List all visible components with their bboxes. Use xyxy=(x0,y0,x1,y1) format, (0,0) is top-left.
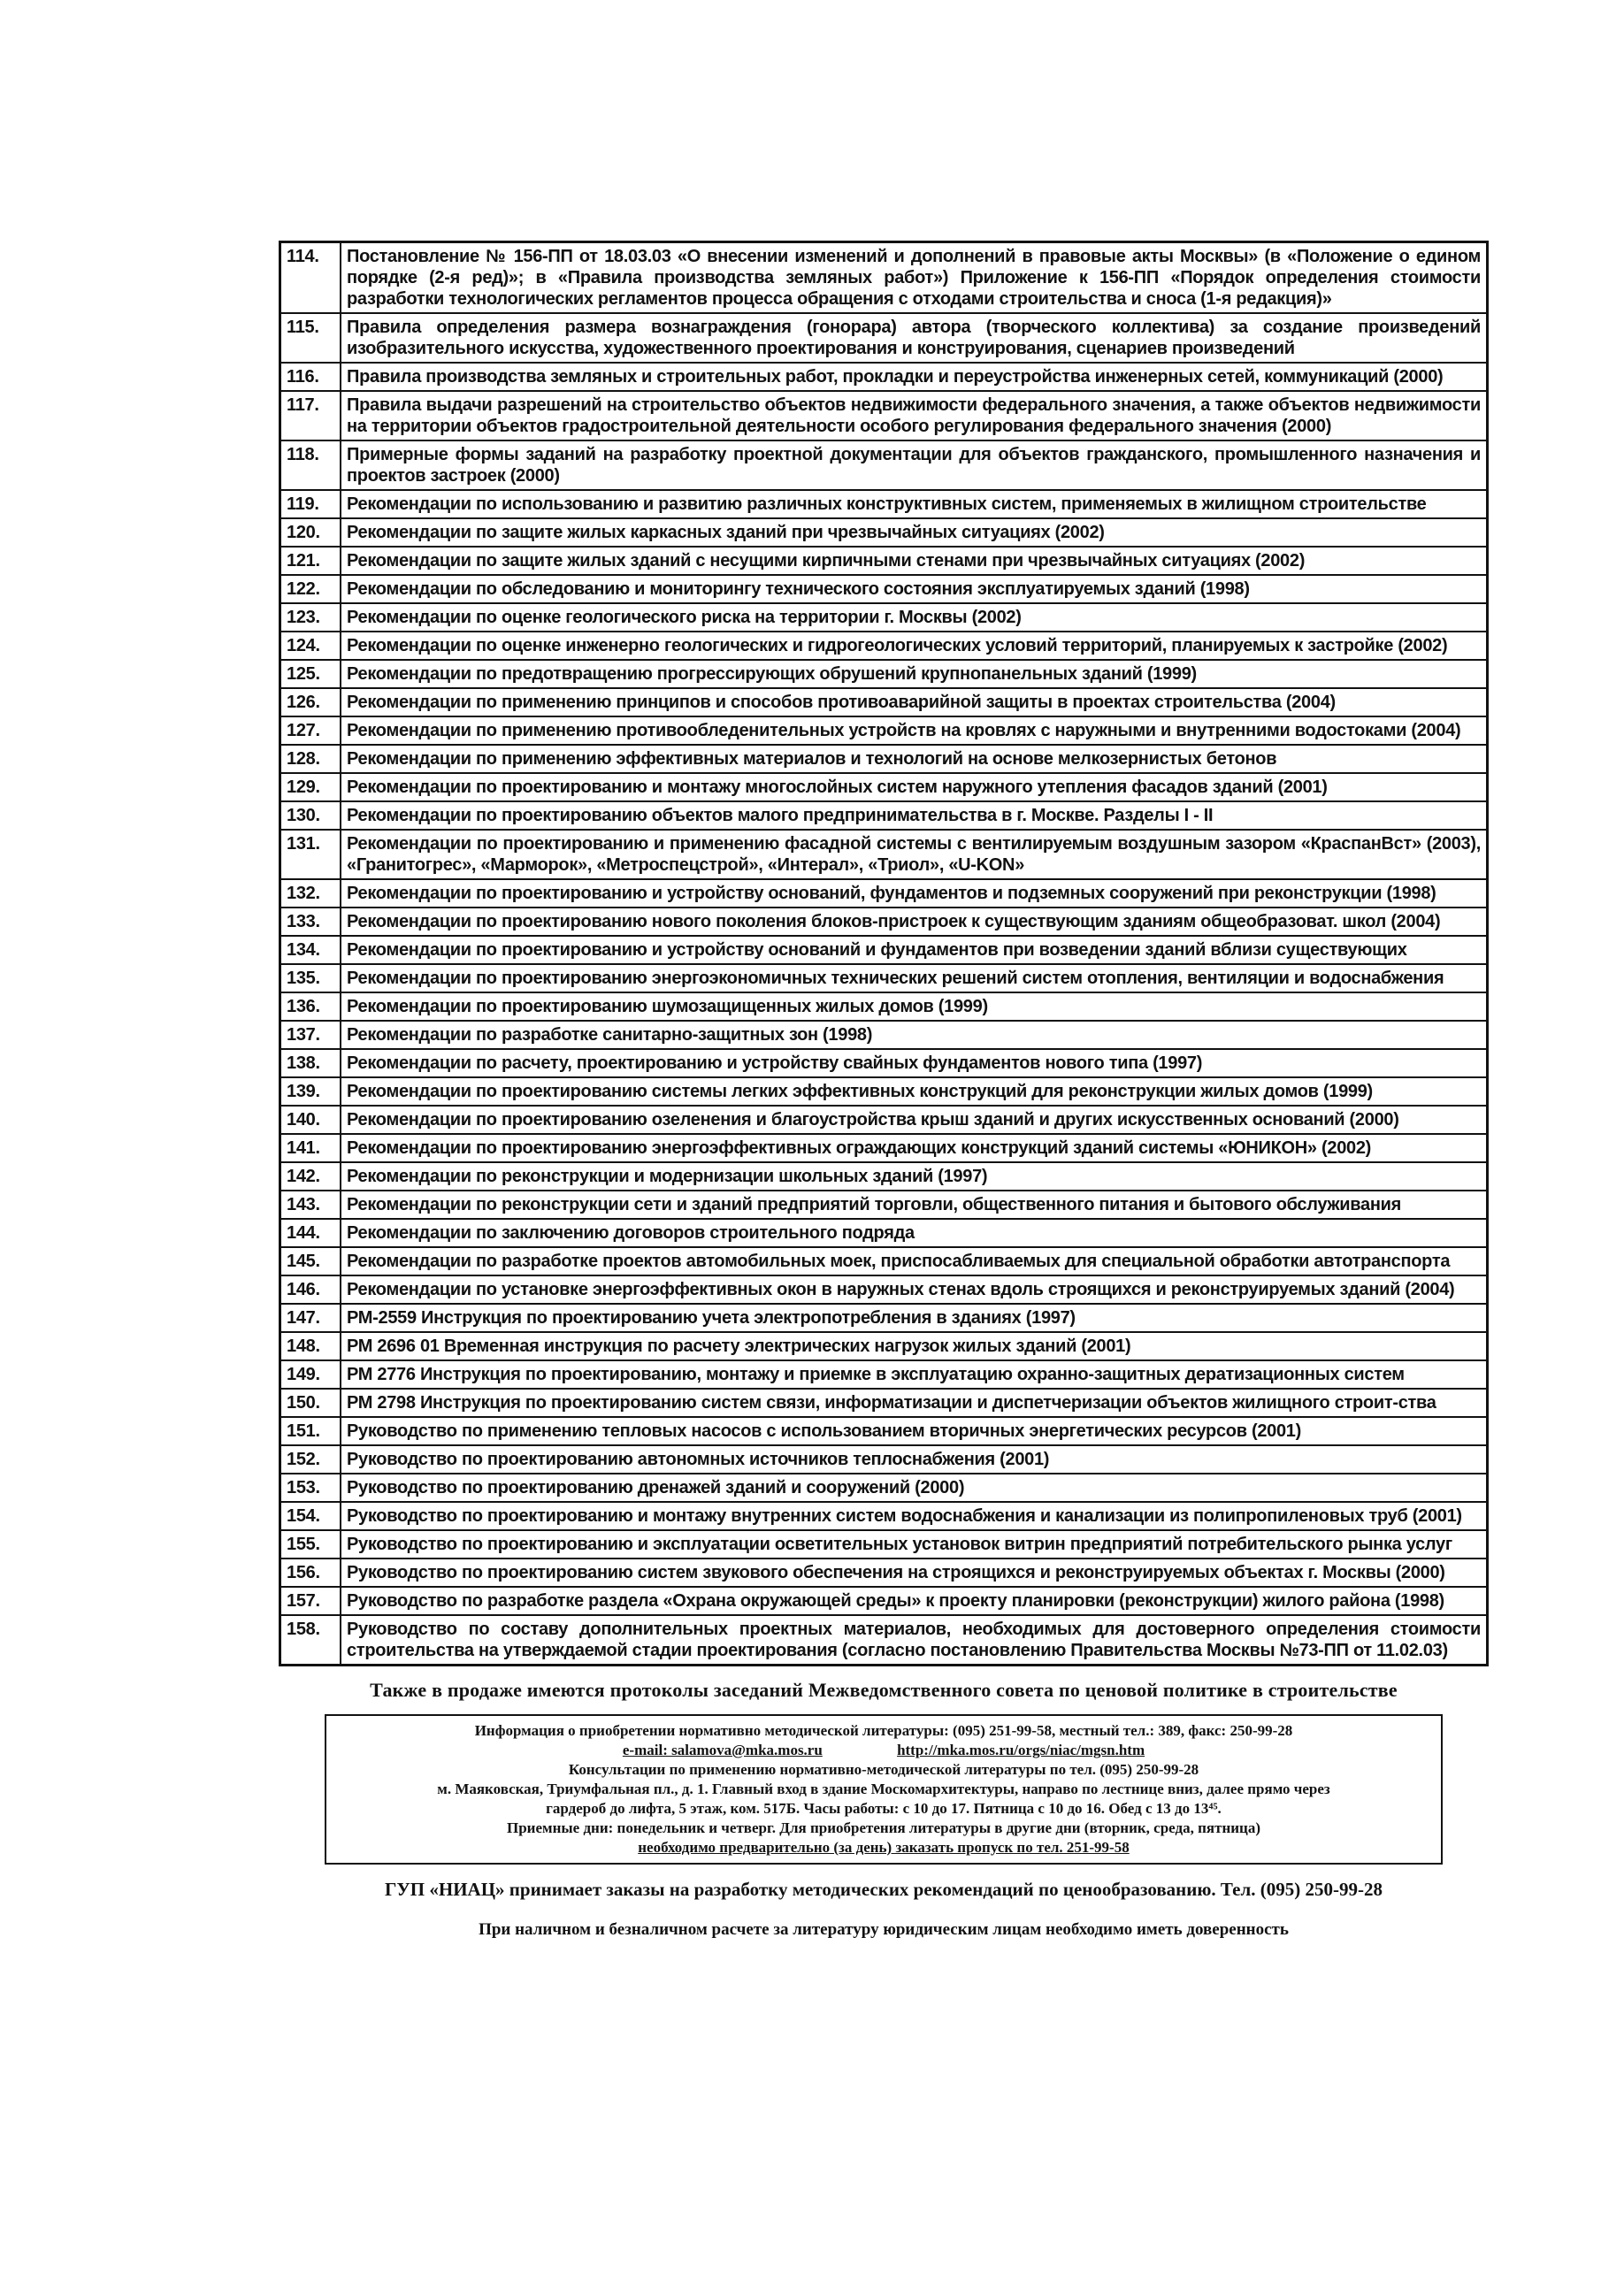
power-of-attorney-note: При наличном и безналичном расчете за литературу юридическим лицам необходимо иметь доверенность xyxy=(479,1920,1289,1939)
row-number: 127. xyxy=(280,716,341,745)
row-title: Руководство по проектированию дренажей зданий и сооружений (2000) xyxy=(341,1474,1488,1502)
website-link[interactable]: http://mka.mos.ru/orgs/niac/mgsn.htm xyxy=(897,1742,1145,1758)
table-row xyxy=(280,1530,1488,1559)
table-row xyxy=(280,1417,1488,1445)
table-row xyxy=(280,603,1488,632)
row-title: Рекомендации по проектированию и применению фасадной системы с вентилируемым воздушным зазором «КраспанВст» (2003), «Гранитогрес», «Марморок», «Метроспецстрой», «Интерал», «Триол», «U-KON» xyxy=(341,830,1488,879)
row-number: 157. xyxy=(280,1587,341,1615)
publications-table-body xyxy=(280,242,1488,1666)
row-title: Рекомендации по проектированию системы легких эффективных конструкций для реконструкции жилых домов (1999) xyxy=(341,1077,1488,1106)
row-title: Рекомендации по использованию и развитию различных конструктивных систем, применяемых в жилищном строительстве xyxy=(341,490,1488,518)
row-number: 147. xyxy=(280,1304,341,1332)
row-title: Руководство по применению тепловых насосов с использованием вторичных энергетических ресурсов (2001) xyxy=(341,1417,1488,1445)
table-row xyxy=(280,1332,1488,1360)
row-number: 125. xyxy=(280,660,341,688)
row-number: 132. xyxy=(280,879,341,908)
row-title: Рекомендации по проектированию и устройству оснований, фундаментов и подземных сооружений при реконструкции (1998) xyxy=(341,879,1488,908)
row-title: Рекомендации по оценке инженерно геологических и гидрогеологических условий территорий, планируемых к застройке (2002) xyxy=(341,632,1488,660)
row-title: Рекомендации по проектированию энергоэкономичных технических решений систем отопления, вентиляции и водоснабжения xyxy=(341,964,1488,992)
email-link[interactable]: e-mail: salamova@mka.mos.ru xyxy=(622,1742,823,1758)
info-phone-line: Информация о приобретении нормативно методической литературы: (095) 251-99-58, местный тел.: 389, факс: 250-99-28 xyxy=(474,1722,1293,1739)
row-number: 154. xyxy=(280,1502,341,1530)
row-title: РМ 2798 Инструкция по проектированию систем связи, информатизации и диспетчеризации объектов жилищного строит-ства xyxy=(341,1389,1488,1417)
table-row xyxy=(280,1134,1488,1162)
table-row xyxy=(280,1389,1488,1417)
table-row xyxy=(280,1191,1488,1219)
row-title: Правила выдачи разрешений на строительство объектов недвижимости федерального значения, а также объектов недвижимости на территории объектов градостроительной деятельности особого регулирования федерального значения (2000) xyxy=(341,391,1488,440)
row-title: Рекомендации по заключению договоров строительного подряда xyxy=(341,1219,1488,1247)
table-row xyxy=(280,688,1488,716)
row-number: 141. xyxy=(280,1134,341,1162)
table-row xyxy=(280,440,1488,490)
gup-orders-note: ГУП «НИАЦ» принимает заказы на разработку методических рекомендаций по ценообразованию. Тел. (095) 250-99-28 xyxy=(385,1879,1383,1900)
table-row xyxy=(280,716,1488,745)
table-row xyxy=(280,879,1488,908)
row-title: Рекомендации по проектированию объектов малого предпринимательства в г. Москве. Разделы I - II xyxy=(341,801,1488,830)
table-row xyxy=(280,1219,1488,1247)
row-title: Примерные формы заданий на разработку проектной документации для объектов гражданского, промышленного назначения и проектов застроек (2000) xyxy=(341,440,1488,490)
row-number: 115. xyxy=(280,313,341,363)
row-number: 129. xyxy=(280,773,341,801)
table-row xyxy=(280,908,1488,936)
row-number: 123. xyxy=(280,603,341,632)
row-title: Рекомендации по защите жилых каркасных зданий при чрезвычайных ситуациях (2002) xyxy=(341,518,1488,547)
table-row xyxy=(280,745,1488,773)
table-row xyxy=(280,1615,1488,1666)
row-title: Рекомендации по проектированию шумозащищенных жилых домов (1999) xyxy=(341,992,1488,1021)
row-number: 126. xyxy=(280,688,341,716)
row-title: Правила определения размера вознаграждения (гонорара) автора (творческого коллектива) за создание произведений изобразительного искусства, художественного проектирования и конструирования, сценариев произведений xyxy=(341,313,1488,363)
row-number: 139. xyxy=(280,1077,341,1106)
row-number: 148. xyxy=(280,1332,341,1360)
row-number: 116. xyxy=(280,363,341,391)
table-row xyxy=(280,1275,1488,1304)
table-row xyxy=(280,660,1488,688)
table-row xyxy=(280,773,1488,801)
row-number: 137. xyxy=(280,1021,341,1049)
row-title: Руководство по разработке раздела «Охрана окружающей среды» к проекту планировки (реконструкции) жилого района (1998) xyxy=(341,1587,1488,1615)
row-number: 128. xyxy=(280,745,341,773)
table-row xyxy=(280,632,1488,660)
row-number: 134. xyxy=(280,936,341,964)
row-number: 131. xyxy=(280,830,341,879)
table-row xyxy=(280,518,1488,547)
info-contacts-line xyxy=(335,1741,1432,1760)
table-row xyxy=(280,1162,1488,1191)
row-number: 146. xyxy=(280,1275,341,1304)
row-title: Рекомендации по защите жилых зданий с несущими кирпичными стенами при чрезвычайных ситуациях (2002) xyxy=(341,547,1488,575)
row-number: 142. xyxy=(280,1162,341,1191)
row-number: 114. xyxy=(280,242,341,314)
row-number: 124. xyxy=(280,632,341,660)
table-row xyxy=(280,1502,1488,1530)
table-row xyxy=(280,242,1488,314)
table-row xyxy=(280,391,1488,440)
row-number: 130. xyxy=(280,801,341,830)
row-title: Рекомендации по применению принципов и способов противоаварийной защиты в проектах строительства (2004) xyxy=(341,688,1488,716)
row-title: Рекомендации по применению противообледенительных устройств на кровлях с наружными и внутренними водостоками (2004) xyxy=(341,716,1488,745)
row-number: 138. xyxy=(280,1049,341,1077)
row-number: 117. xyxy=(280,391,341,440)
table-row xyxy=(280,1445,1488,1474)
row-number: 135. xyxy=(280,964,341,992)
row-number: 122. xyxy=(280,575,341,603)
table-row xyxy=(280,1077,1488,1106)
row-number: 118. xyxy=(280,440,341,490)
row-title: Рекомендации по расчету, проектированию и устройству свайных фундаментов нового типа (1997) xyxy=(341,1049,1488,1077)
table-row xyxy=(280,1021,1488,1049)
row-title: Рекомендации по оценке геологического риска на территории г. Москвы (2002) xyxy=(341,603,1488,632)
row-number: 143. xyxy=(280,1191,341,1219)
row-title: Рекомендации по разработке проектов автомобильных моек, приспосабливаемых для специальной обработки автотранспорта xyxy=(341,1247,1488,1275)
row-number: 133. xyxy=(280,908,341,936)
table-row xyxy=(280,1304,1488,1332)
document xyxy=(279,241,1489,1940)
row-number: 120. xyxy=(280,518,341,547)
row-number: 140. xyxy=(280,1106,341,1134)
table-row xyxy=(280,1106,1488,1134)
row-number: 156. xyxy=(280,1559,341,1587)
row-title: Рекомендации по применению эффективных материалов и технологий на основе мелкозернистых бетонов xyxy=(341,745,1488,773)
row-number: 121. xyxy=(280,547,341,575)
row-number: 144. xyxy=(280,1219,341,1247)
table-row xyxy=(280,801,1488,830)
table-row xyxy=(280,1360,1488,1389)
table-row xyxy=(280,830,1488,879)
publications-table xyxy=(279,241,1489,1666)
row-number: 151. xyxy=(280,1417,341,1445)
row-number: 152. xyxy=(280,1445,341,1474)
info-pass-line: необходимо предварительно (за день) заказать пропуск по тел. 251-99-58 xyxy=(638,1839,1130,1856)
row-title: РМ 2776 Инструкция по проектированию, монтажу и приемке в эксплуатацию охранно-защитных дератизационных систем xyxy=(341,1360,1488,1389)
row-title: Рекомендации по проектированию нового поколения блоков-пристроек к существующим зданиям общеобразоват. школ (2004) xyxy=(341,908,1488,936)
row-title: Рекомендации по реконструкции сети и зданий предприятий торговли, общественного питания и бытового обслуживания xyxy=(341,1191,1488,1219)
table-row xyxy=(280,313,1488,363)
table-row xyxy=(280,363,1488,391)
row-number: 158. xyxy=(280,1615,341,1666)
row-title: РМ 2696 01 Временная инструкция по расчету электрических нагрузок жилых зданий (2001) xyxy=(341,1332,1488,1360)
table-row xyxy=(280,575,1488,603)
table-row xyxy=(280,1474,1488,1502)
table-row xyxy=(280,1247,1488,1275)
row-title: Руководство по проектированию автономных источников теплоснабжения (2001) xyxy=(341,1445,1488,1474)
info-days-line: Приемные дни: понедельник и четверг. Для приобретения литературы в другие дни (вторник, среда, пятница) xyxy=(506,1819,1260,1836)
row-title: Руководство по проектированию и эксплуатации осветительных установок витрин предприятий потребительского рынка услуг xyxy=(341,1530,1488,1559)
table-row xyxy=(280,547,1488,575)
row-title: Рекомендации по установке энергоэффективных окон в наружных стенах вдоль строящихся и реконструируемых зданий (2004) xyxy=(341,1275,1488,1304)
row-title: Правила производства земляных и строительных работ, прокладки и переустройства инженерных сетей, коммуникаций (2000) xyxy=(341,363,1488,391)
purchase-info-box xyxy=(325,1714,1443,1865)
row-title: Руководство по составу дополнительных проектных материалов, необходимых для достоверного определения стоимости строительства на утверждаемой стадии проектирования (согласно постановлению Правительства Москвы №73-ПП от 11.02.03) xyxy=(341,1615,1488,1666)
row-title: РМ-2559 Инструкция по проектированию учета электропотребления в зданиях (1997) xyxy=(341,1304,1488,1332)
row-title: Рекомендации по проектированию энергоэффективных ограждающих конструкций зданий системы «ЮНИКОН» (2002) xyxy=(341,1134,1488,1162)
table-row xyxy=(280,490,1488,518)
table-row xyxy=(280,1559,1488,1587)
table-row xyxy=(280,964,1488,992)
row-title: Постановление № 156-ПП от 18.03.03 «О внесении изменений и дополнений в правовые акты Москвы» (в «Положение о едином порядке (2-я ред)»; в «Правила производства земляных работ») Приложение к 156-ПП «Порядок определения стоимости разработки технологических регламентов процесса обращения с отходами строительства и сноса (1-я редакция)» xyxy=(341,242,1488,314)
info-address-line: м. Маяковская, Триумфальная пл., д. 1. Главный вход в здание Москомархитектуры, направо по лестнице вниз, далее прямо через xyxy=(437,1781,1330,1797)
also-on-sale-note: Также в продаже имеются протоколы заседаний Межведомственного совета по ценовой политике в строительстве xyxy=(370,1679,1398,1701)
table-row xyxy=(280,992,1488,1021)
row-title: Руководство по проектированию и монтажу внутренних систем водоснабжения и канализации из полипропиленовых труб (2001) xyxy=(341,1502,1488,1530)
row-title: Рекомендации по проектированию и монтажу многослойных систем наружного утепления фасадов зданий (2001) xyxy=(341,773,1488,801)
row-number: 119. xyxy=(280,490,341,518)
row-title: Рекомендации по проектированию и устройству оснований и фундаментов при возведении зданий вблизи существующих xyxy=(341,936,1488,964)
info-consultation-line: Консультации по применению нормативно-методической литературы по тел. (095) 250-99-28 xyxy=(568,1761,1199,1778)
table-row xyxy=(280,1587,1488,1615)
row-number: 153. xyxy=(280,1474,341,1502)
row-number: 145. xyxy=(280,1247,341,1275)
row-title: Рекомендации по разработке санитарно-защитных зон (1998) xyxy=(341,1021,1488,1049)
row-title: Рекомендации по предотвращению прогрессирующих обрушений крупнопанельных зданий (1999) xyxy=(341,660,1488,688)
row-title: Рекомендации по проектированию озеленения и благоустройства крыш зданий и других искусственных оснований (2000) xyxy=(341,1106,1488,1134)
row-title: Рекомендации по обследованию и мониторингу технического состояния эксплуатируемых зданий (1998) xyxy=(341,575,1488,603)
row-title: Руководство по проектированию систем звукового обеспечения на строящихся и реконструируемых объектах г. Москвы (2000) xyxy=(341,1559,1488,1587)
table-row xyxy=(280,1049,1488,1077)
row-number: 136. xyxy=(280,992,341,1021)
row-number: 155. xyxy=(280,1530,341,1559)
row-number: 150. xyxy=(280,1389,341,1417)
row-number: 149. xyxy=(280,1360,341,1389)
row-title: Рекомендации по реконструкции и модернизации школьных зданий (1997) xyxy=(341,1162,1488,1191)
info-hours-line: гардероб до лифта, 5 этаж, ком. 517Б. Часы работы: с 10 до 17. Пятница с 10 до 16. Обед с 13 до 13⁴⁵. xyxy=(546,1800,1222,1817)
table-row xyxy=(280,936,1488,964)
